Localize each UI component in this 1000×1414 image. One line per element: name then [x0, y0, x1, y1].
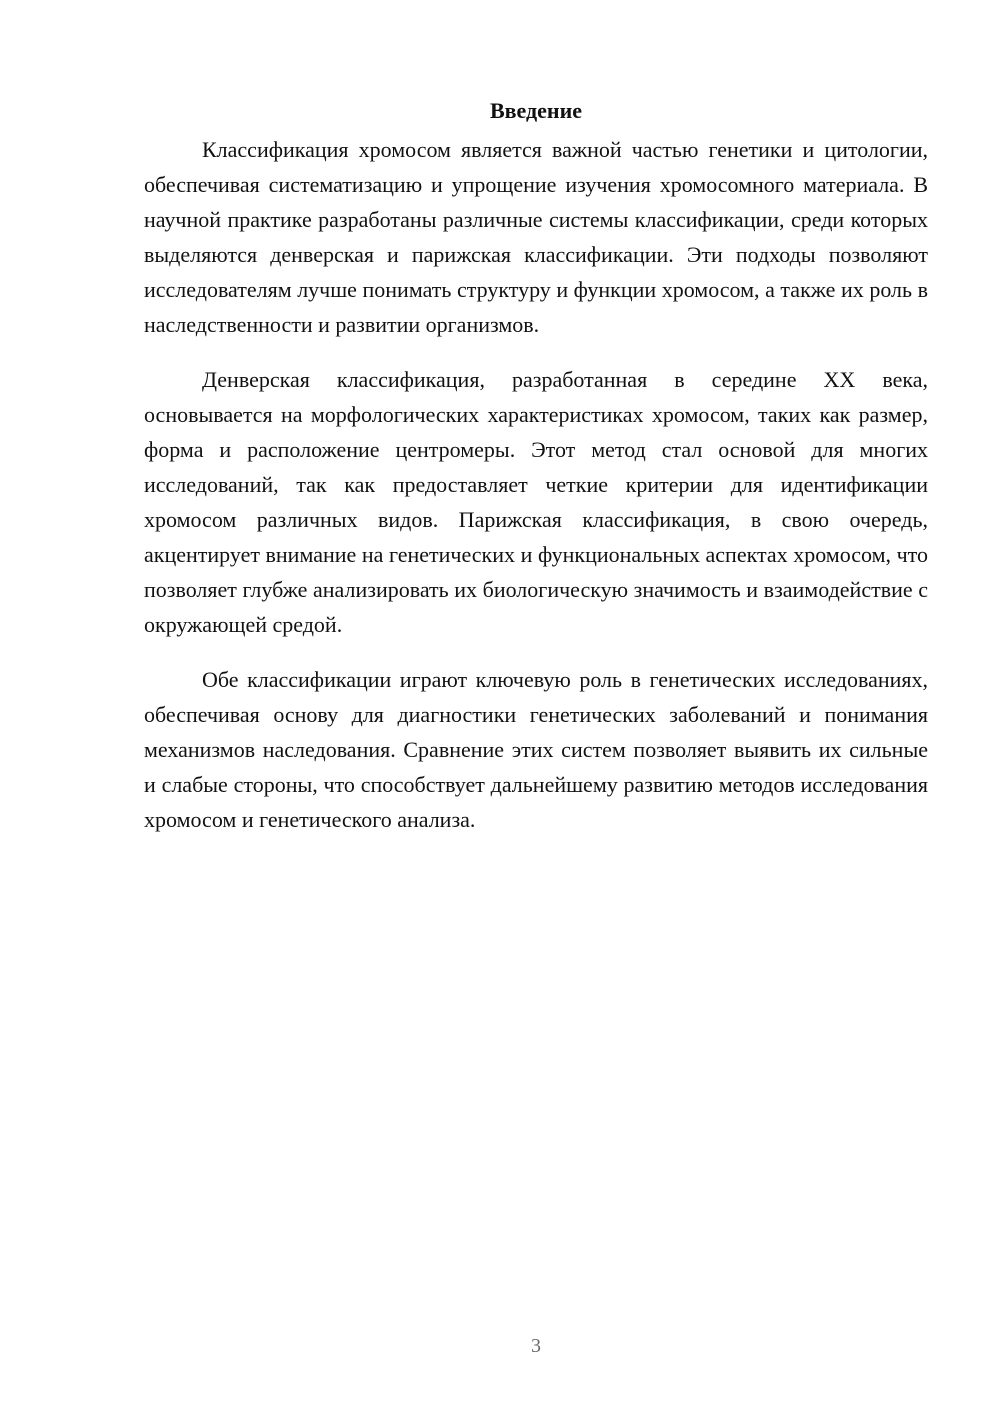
paragraph-1: Классификация хромосом является важной частью генетики и цитологии, обеспечивая систематизацию и упрощение изучения хромосомного материала. В научной практике разработаны различные системы классификации, среди которых выделяются денверская и парижская классификации. Эти подходы позволяют исследователям лучше понимать структуру и функции хромосом, а также их роль в наследственности и развитии организмов. — [144, 137, 928, 337]
paragraph-3: Обе классификации играют ключевую роль в генетических исследованиях, обеспечивая основу для диагностики генетических заболеваний и понимания механизмов наследования. Сравнение этих систем позволяет выявить их сильные и слабые стороны, что способствует дальнейшему развитию методов исследования хромосом и генетического анализа. — [144, 667, 928, 832]
paragraph-2: Денверская классификация, разработанная в середине XX века, основывается на морфологических характеристиках хромосом, таких как размер, форма и расположение центромеры. Этот метод стал основой для многих исследований, так как предоставляет четкие критерии для идентификации хромосом различных видов. Парижская классификация, в свою очередь, акцентирует внимание на генетических и функциональных аспектах хромосом, что позволяет глубже анализировать их биологическую значимость и взаимодействие с окружающей средой. — [144, 367, 928, 637]
page-content — [144, 96, 928, 857]
section-title: Введение — [489, 98, 583, 123]
page-number: 3 — [531, 1335, 541, 1357]
